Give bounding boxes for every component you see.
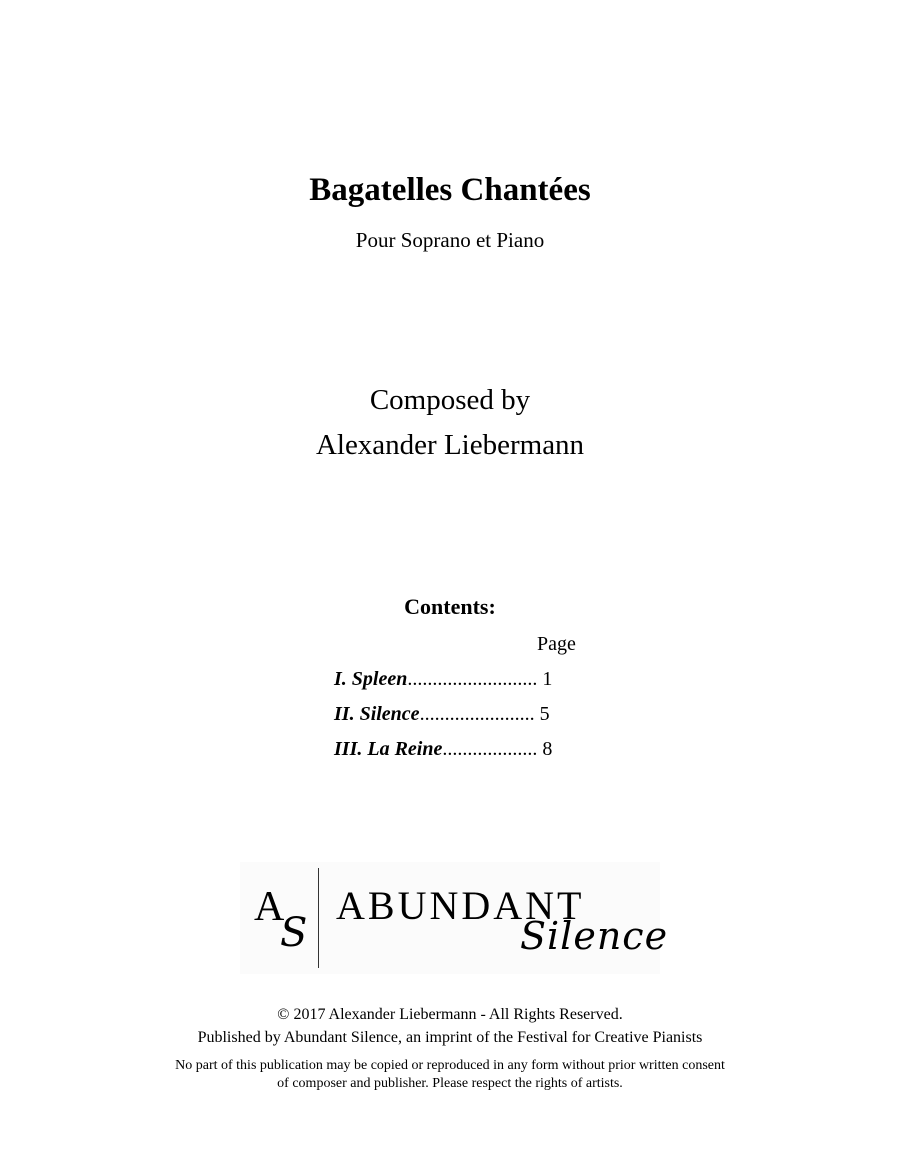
rights-notice-line-2: of composer and publisher. Please respect the rights of artists.	[277, 1076, 623, 1091]
logo-wordmark: ABUNDANT	[336, 883, 585, 928]
logo-monogram-a: A	[254, 884, 286, 930]
composer-name: Alexander Liebermann	[315, 429, 585, 461]
toc-entry-page: 8	[542, 738, 553, 760]
subtitle: Pour Soprano et Piano	[355, 228, 545, 252]
toc-entry-leader: ..........................	[407, 668, 538, 690]
logo-monogram-s: S	[280, 910, 308, 956]
toc-entry-title: I. Spleen	[334, 668, 408, 690]
toc-entry-title: II. Silence	[334, 703, 420, 725]
publisher-line: Published by Abundant Silence, an imprint of the Festival for Creative Pianists	[197, 1029, 703, 1046]
page-column-label: Page	[537, 633, 576, 655]
toc-entry-leader: .......................	[419, 703, 535, 725]
toc-entry-page: 5	[539, 703, 550, 725]
toc-entry-title: III. La Reine	[334, 738, 443, 760]
rights-notice-line-1: No part of this publication may be copied or reproduced in any form without prior written consent	[175, 1058, 725, 1073]
page-title: Bagatelles Chantées	[309, 172, 591, 208]
composed-by-label: Composed by	[369, 384, 531, 416]
toc-entry	[334, 701, 550, 727]
copyright-notice: © 2017 Alexander Liebermann - All Rights Reserved.	[277, 1006, 623, 1023]
toc-entry	[334, 666, 552, 692]
logo-script-word: Silence	[520, 914, 669, 958]
toc-entry	[334, 736, 552, 762]
logo-divider	[318, 868, 319, 968]
contents-heading: Contents:	[404, 594, 496, 619]
publisher-logo	[240, 862, 669, 974]
toc-entry-page: 1	[542, 668, 553, 690]
toc-entry-leader: ...................	[442, 738, 538, 760]
